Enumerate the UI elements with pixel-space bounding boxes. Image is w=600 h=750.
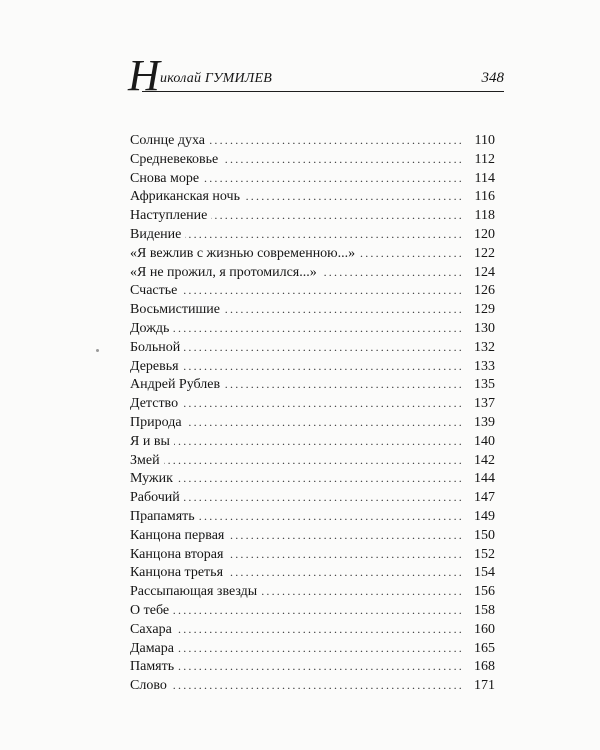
dot-leader: [177, 469, 464, 488]
dot-leader: [183, 357, 464, 376]
print-speck: [96, 349, 99, 352]
toc-entry: [130, 676, 495, 695]
toc-entry: [130, 526, 495, 545]
decorative-initial: Н: [128, 51, 160, 100]
toc-entry-title: Андрей Рублев: [130, 377, 221, 393]
toc-entry-title: Природа: [130, 414, 182, 430]
toc-entry-title: «Я вежлив с жизнью современною...»: [130, 245, 356, 261]
toc-entry-title: Наступление: [130, 208, 208, 224]
toc-entry-title: Канцона первая: [130, 527, 225, 543]
dot-leader: [222, 150, 464, 169]
toc-entry-page: 144: [474, 471, 495, 487]
toc-entry: [130, 563, 495, 582]
running-header: [128, 51, 504, 100]
dot-leader: [173, 319, 464, 338]
toc-entry-page: 147: [474, 490, 495, 506]
toc-entry-page: 137: [474, 396, 495, 412]
toc-entry: [130, 451, 495, 470]
toc-entry-page: 152: [474, 546, 495, 562]
toc-entry: [130, 545, 495, 564]
toc-entry: [130, 187, 495, 206]
toc-entry-title: Канцона вторая: [130, 546, 224, 562]
dot-leader: [227, 563, 464, 582]
toc-entry: [130, 244, 495, 263]
dot-leader: [203, 169, 464, 188]
dot-leader: [182, 394, 464, 413]
toc-entry-title: Дождь: [130, 320, 170, 336]
dot-leader: [164, 451, 464, 470]
toc-entry-title: Канцона третья: [130, 565, 224, 581]
toc-entry-title: Прапамять: [130, 508, 195, 524]
dot-leader: [244, 187, 464, 206]
toc-entry-title: Я и вы: [130, 433, 170, 449]
author-name: иколай ГУМИЛЕВ: [160, 71, 272, 86]
toc-entry-title: Мужик: [130, 471, 173, 487]
toc-entry-page: 124: [474, 264, 495, 280]
toc-entry-title: Деревья: [130, 358, 179, 374]
toc-entry: [130, 225, 495, 244]
dot-leader: [261, 582, 464, 601]
toc-entry-page: 158: [474, 602, 495, 618]
toc-entry-page: 168: [474, 659, 495, 675]
dot-leader: [184, 488, 464, 507]
toc-entry-title: «Я не прожил, я протомился...»: [130, 264, 317, 280]
toc-entry: [130, 432, 495, 451]
toc-entry-page: 120: [474, 226, 495, 242]
toc-entry: [130, 375, 495, 394]
dot-leader: [173, 601, 464, 620]
dot-leader: [228, 526, 464, 545]
toc-entry: [130, 131, 495, 150]
toc-entry: [130, 319, 495, 338]
page-number: 348: [481, 70, 504, 86]
dot-leader: [209, 131, 464, 150]
dot-leader: [224, 300, 464, 319]
toc-entry-page: 149: [474, 508, 495, 524]
toc-entry-title: Больной: [130, 339, 181, 355]
header-rule: [142, 91, 504, 92]
toc-entry-title: Рассыпающая звезды: [130, 584, 258, 600]
dot-leader: [186, 413, 464, 432]
toc-entry-title: Змей: [130, 452, 160, 468]
toc-entry-title: О тебе: [130, 602, 170, 618]
toc-entry-page: 114: [474, 170, 495, 186]
toc-entry-page: 171: [474, 678, 495, 694]
dot-leader: [174, 432, 464, 451]
toc-entry-page: 110: [474, 133, 495, 148]
toc-entry: [130, 150, 495, 169]
toc-entry-title: Африканская ночь: [130, 189, 240, 205]
toc-entry: [130, 394, 495, 413]
toc-entry-page: 130: [474, 320, 495, 336]
dot-leader: [178, 657, 464, 676]
toc-entry-title: Солнце духа: [130, 133, 205, 148]
dot-leader: [227, 545, 464, 564]
toc-entry-title: Слово: [130, 678, 167, 694]
toc-entry-page: 139: [474, 414, 495, 430]
toc-entry-title: Рабочий: [130, 490, 180, 506]
dot-leader: [176, 620, 464, 639]
toc-entry-page: 156: [474, 584, 495, 600]
toc-entry: [130, 300, 495, 319]
toc-entry-page: 122: [474, 245, 495, 261]
toc-entry: [130, 469, 495, 488]
toc-entry-page: 165: [474, 640, 495, 656]
toc-entry: [130, 488, 495, 507]
toc-entry-page: 160: [474, 621, 495, 637]
toc-entry-title: Видение: [130, 226, 182, 242]
toc-entry: [130, 281, 495, 300]
toc-entry: [130, 206, 495, 225]
toc-entry-page: 150: [474, 527, 495, 543]
toc-entry-page: 142: [474, 452, 495, 468]
toc-entry: [130, 507, 495, 526]
toc-entry: [130, 169, 495, 188]
dot-leader: [184, 338, 464, 357]
toc-entry: [130, 582, 495, 601]
toc-entry-page: 132: [474, 339, 495, 355]
toc-entry-title: Детство: [130, 396, 179, 412]
table-of-contents: [130, 131, 495, 695]
dot-leader: [224, 375, 464, 394]
toc-entry: [130, 639, 495, 658]
dot-leader: [199, 507, 464, 526]
toc-entry: [130, 263, 495, 282]
toc-entry: [130, 601, 495, 620]
dot-leader: [321, 263, 464, 282]
toc-entry-page: 126: [474, 283, 495, 299]
toc-entry-page: 118: [474, 208, 495, 224]
toc-entry-page: 135: [474, 377, 495, 393]
dot-leader: [178, 639, 464, 658]
dot-leader: [359, 244, 464, 263]
dot-leader: [171, 676, 464, 695]
toc-entry-title: Средневековье: [130, 151, 219, 167]
toc-entry-title: Счастье: [130, 283, 178, 299]
dot-leader: [185, 225, 464, 244]
toc-entry-page: 133: [474, 358, 495, 374]
toc-entry: [130, 657, 495, 676]
toc-entry-title: Восьмистишие: [130, 302, 220, 318]
dot-leader: [211, 206, 464, 225]
toc-entry-page: 154: [474, 565, 495, 581]
toc-entry-title: Память: [130, 659, 175, 675]
toc-entry: [130, 413, 495, 432]
toc-entry-title: Сахара: [130, 621, 172, 637]
toc-entry-page: 112: [474, 151, 495, 167]
toc-entry-page: 140: [474, 433, 495, 449]
toc-entry: [130, 620, 495, 639]
dot-leader: [181, 281, 464, 300]
toc-entry-page: 116: [474, 189, 495, 205]
toc-entry-title: Снова море: [130, 170, 200, 186]
toc-entry: [130, 357, 495, 376]
toc-entry-title: Дамара: [130, 640, 174, 656]
toc-entry-page: 129: [474, 302, 495, 318]
toc-entry: [130, 338, 495, 357]
